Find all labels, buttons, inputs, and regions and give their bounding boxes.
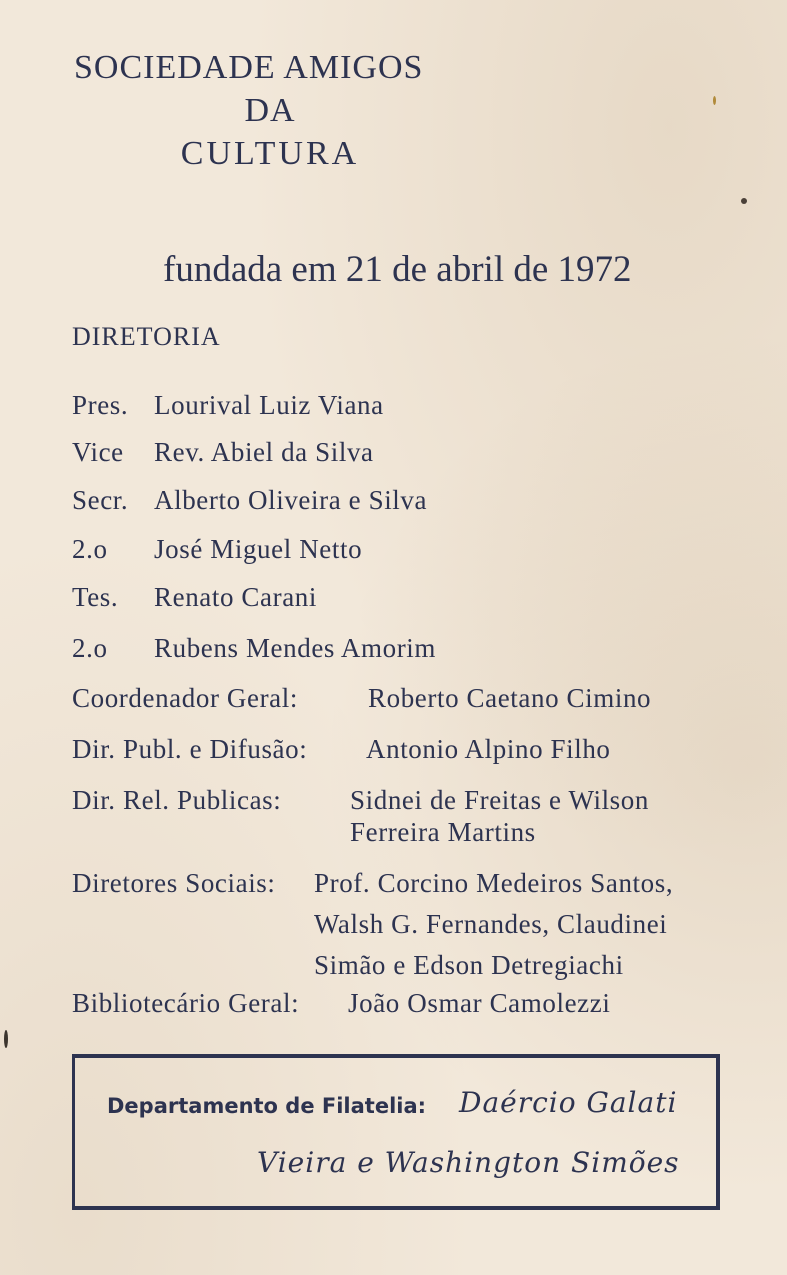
- detail-role: Diretores Sociais:: [72, 868, 276, 898]
- member-role: Pres.: [72, 390, 129, 420]
- organization-title: [70, 46, 470, 175]
- detail-role: Bibliotecário Geral:: [72, 988, 300, 1018]
- paper-speck: [713, 96, 716, 105]
- organization-title-line-1: SOCIEDADE AMIGOS: [74, 49, 424, 86]
- member-role: Vice: [72, 437, 124, 467]
- detail-name: Sidnei de Freitas e Wilson: [350, 785, 649, 815]
- member-role: 2.o: [72, 534, 108, 564]
- member-name: Lourival Luiz Viana: [154, 390, 384, 420]
- detail-role: Coordenador Geral:: [72, 683, 298, 713]
- detail-row-public-relations: [72, 777, 732, 869]
- detail-role: Dir. Rel. Publicas:: [72, 785, 282, 815]
- philately-names-line-1: Daércio Galati: [459, 1086, 678, 1119]
- organization-title-line-2: DA: [244, 92, 296, 129]
- philately-department-box: [72, 1054, 720, 1210]
- organization-title-line-3: CULTURA: [180, 135, 360, 172]
- member-name: Renato Carani: [154, 582, 317, 612]
- detail-name: Antonio Alpino Filho: [366, 734, 611, 764]
- paper-speck: [741, 198, 747, 204]
- philately-label: Departamento de Filatelia:: [107, 1094, 427, 1118]
- detail-role: Dir. Publ. e Difusão:: [72, 734, 308, 764]
- member-name: José Miguel Netto: [154, 534, 363, 564]
- detail-name: Simão e Edson Detregiachi: [314, 950, 624, 980]
- member-row: [72, 437, 374, 468]
- member-role: Tes.: [72, 582, 119, 612]
- member-row: [72, 534, 362, 565]
- detail-name: João Osmar Camolezzi: [348, 988, 611, 1018]
- member-row: [72, 390, 384, 421]
- detail-name: Prof. Corcino Medeiros Santos,: [314, 868, 674, 898]
- detail-row-social-directors: [72, 860, 732, 990]
- detail-name: Walsh G. Fernandes, Claudinei: [314, 909, 668, 939]
- member-row: [72, 633, 436, 664]
- member-name: Rubens Mendes Amorim: [154, 633, 436, 663]
- member-name: Rev. Abiel da Silva: [154, 437, 374, 467]
- detail-row-coordinator: [72, 675, 732, 721]
- detail-row-publicity: [72, 726, 732, 772]
- philately-names-line-2: Vieira e Washington Simões: [257, 1146, 680, 1179]
- paper-speck: [4, 1030, 8, 1048]
- detail-row-librarian: [72, 980, 732, 1026]
- founded-date: fundada em 21 de abril de 1972: [163, 249, 632, 290]
- member-row: [72, 582, 317, 613]
- board-heading: DIRETORIA: [72, 322, 221, 351]
- member-row: [72, 485, 427, 516]
- member-name: Alberto Oliveira e Silva: [154, 485, 428, 515]
- member-role: Secr.: [72, 485, 129, 515]
- detail-name: Ferreira Martins: [350, 817, 536, 847]
- detail-name: Roberto Caetano Cimino: [368, 683, 652, 713]
- member-role: 2.o: [72, 633, 108, 663]
